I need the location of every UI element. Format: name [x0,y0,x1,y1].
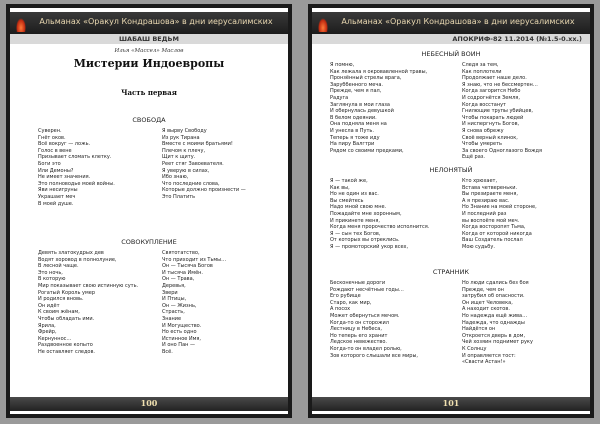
poem-line: Заглянула в мои глаза [330,101,390,108]
poem-line: Звери [162,289,178,296]
poem-line: Когда загорится Небо [462,88,521,95]
flame-emblem-icon [16,18,26,32]
poem-line: Страсть, [162,309,185,316]
poem-line: Пожадайте мне хоронным, [330,210,402,217]
poem-line: Своё верный клинок, [462,134,518,141]
poem-line: Фрейр, [38,329,57,336]
poem-line: А посох [330,306,351,313]
footer-band [312,397,590,411]
poem-line: В которую [38,276,66,283]
poem-line: Ещё раз. [462,154,486,161]
part-title: Часть первая [121,88,177,97]
page-number: 100 [140,398,158,408]
poem-line: Найдётся он [462,326,496,333]
poem-line: Всё вокруг — ложь. [38,141,91,148]
poem-line: Но люди сдались без боя [462,280,529,286]
poem-line: Рядом со своими предками, [330,147,404,154]
poem-line: Но Знание на моей стороне, [462,204,537,211]
poem-line: Истинное Имя, [162,335,202,342]
poem-line: И ниспергнуть Богов, [462,121,520,128]
poem-line: Чей хозяин поднимет руку [462,339,533,346]
poem-line: Откроется дверь в дом, [462,332,526,339]
poem-line: Чтобы обладать ими. [38,315,95,322]
stanza-left [330,62,427,154]
footer-band [10,397,288,411]
poem-line: И оно Пан — [162,342,195,349]
poem-line: И Могущество. [162,322,202,329]
poem-line: Он — Жизнь, [162,302,197,309]
poem-line: Когда-то он владел ролью, [330,345,402,352]
poem-line: Заруббенного меча. [330,81,383,88]
poem-line: Теперь я тоже иду [330,134,380,141]
poem-line: И содрогнётся Земля, [462,94,520,101]
author: Илья «Массел» Маслов [114,48,184,54]
poem-line: Бесконечные дороги [330,280,386,286]
poem-line: Украшает меч [38,193,76,200]
poem-line: И унесла в Путь. [330,127,374,134]
poem-line: Я — сын тех Богов, [330,230,381,237]
poem-line: Я помню, [330,62,355,68]
poem-line: Следя за тем, [462,62,499,68]
right-page [308,4,594,418]
stanza-right [162,250,226,356]
poem-line: Я знаю, что не бессмертен… [462,81,538,88]
poem-line: Мир показывает свою истинную суть. [38,282,139,289]
poem-line: Гнилющие трупы убийцев, [462,108,534,115]
poem-line: Деревья, [162,282,186,289]
stanza-left [38,128,115,207]
poem-line: В белом одеянии. [330,114,377,121]
poem-line: В моей душе. [38,200,74,207]
poem-line: Не оставляет следов. [38,348,96,355]
poem-line: Когда от которой никогда [462,230,532,237]
poem-line: Вместе с моими братьями! [162,141,233,148]
issue-line: АПОКРИФ-82 11.2014 (№1.5-0.xx.) [312,34,590,44]
poem-line: Это ночь, [38,269,63,276]
poem-line: Надо мной свою мне. [330,204,387,211]
poem-line: Как лежала я окровавленной травы, [330,68,428,75]
poem-line: Из рук Тирана [162,134,200,141]
poem-line: Прежде, чем он [462,286,504,293]
section-heading: НЕБЕСНЫЙ ВОИН [421,50,481,58]
poem-line: Щит к щиту. [162,154,196,161]
poem-line: Он — Тысяча Богов [162,263,213,270]
poem-line: Ледское невежество. [330,339,387,346]
stanza-left [38,250,138,356]
poem-line: Знание [162,315,182,322]
section-heading: СОВОКУПЛЕНИЕ [121,238,177,246]
poem-line: Лестницу в Небеса, [330,326,382,333]
poem-line: И последний раз [462,210,507,217]
poem-line: И прикинете меня, [330,217,380,224]
poem-line: Яви несигруны [38,187,78,194]
poem-line: Старо, как мир, [330,299,372,306]
poem-line: Голос в вене [38,147,72,154]
poem-line: Она подняла меня на [330,121,387,128]
running-head: ШАБАШ ВЕДЬМ [10,34,288,44]
poem-line: Но теперь его хранит [330,332,388,339]
poem-line: Девять златокудрых дев [38,250,104,256]
poem-line: Продолжает наше дело. [462,75,527,82]
poem-line: Может обернуться мечом. [330,312,400,319]
poem-line: Когда меня пророчество исполнится. [330,224,430,231]
poem-line: Святотатство, [162,250,200,256]
stanza-left [330,178,429,251]
poem-line: Мою судьбу. [462,243,495,250]
poem-line: Что последние слова, [162,180,220,187]
poem-line: К Солнцу [462,345,487,352]
poem-line: А находит скотов. [462,306,510,313]
page-number: 101 [442,398,460,408]
poem-line: Плечом к плечу, [162,147,206,154]
poem-line: Пронзённый стрелы врага, [330,75,402,82]
header-band [312,12,590,34]
poem-line: Боги это [38,160,61,167]
poem-line: Когда восторопят Тьма, [462,224,526,231]
poem-line: Когда-то он сторожил [330,319,389,326]
poem-line: Он идёт [38,302,60,309]
poem-line: Рогатый Король умер [38,289,96,296]
poem-line: К своим жёнам, [38,309,80,316]
poem-line: Суверен. [38,128,62,134]
poem-line: Радуга [330,94,349,101]
poem-line: Чтобы покарать людей [462,114,524,121]
poem-line: Ярила, [38,322,56,329]
poem-line: вы воспоёте мой меч. [462,217,520,224]
poem-line: Но есть одно [162,329,197,336]
poem-line: Чтобы умереть [462,141,502,148]
poem-line: «Свасти Астан!» [462,359,506,366]
poem-line: И родился вновь. [38,296,84,303]
poem-line: Всё. [162,348,173,355]
left-page [6,4,292,418]
header-band [10,12,288,34]
poem-line: Водят хоровод в полнолуние, [38,256,117,263]
poem-line: За своего Одноглазого Вождя [462,147,543,154]
poem-line: Но надежда ещё жива… [462,312,528,319]
poem-line: И тысяча Имён. [162,269,204,276]
poem-line: Не имеет значения. [38,174,91,181]
poem-line: Что приходит из Тьмы… [162,256,227,263]
poem-line: Как вы, [330,184,350,191]
page-header: Альманах «Оракул Кондрашова» в дни иерусалимских [39,17,273,26]
poem-line: Я — такой же, [330,178,368,184]
poem-line: Зов которого слышали все миры, [330,352,419,359]
stanza-right [462,62,542,161]
poem-line: Я вырву Свободу [162,128,207,134]
poem-line: Его рубище [330,293,361,300]
stanza-right [462,280,533,366]
poem-title: Мистерии Индоевропы [73,57,225,70]
poem-line: Кернуннос… [38,335,72,342]
page-header: Альманах «Оракул Кондрашова» в дни иерусалимских [341,17,575,26]
poem-line: Раздвоенное копыто [38,342,93,349]
poem-line: Призывает сломать клетку. [38,154,112,161]
poem-line: Он — Трава, [162,276,195,283]
stanza-right [462,178,537,251]
poem-line: Прежде, чем я пал, [330,88,382,95]
poem-line: Ваш Создатель послал [462,237,523,244]
poem-line: Ибо знаю, [162,174,189,181]
poem-line: Но не один из вас. [330,191,379,198]
poem-line: В лесной чаще. [38,263,79,270]
poem-line: Реет стяг Завоевателя. [162,160,224,167]
poem-line: Надежда, что однажды [462,319,525,326]
poem-line: Я уверую в силах, [162,167,210,174]
poem-line: Встава четвереньки. [462,184,518,191]
section-heading: НЕЛОНЯТЫЙ [429,166,473,174]
poem-line: И Птицы, [162,296,187,303]
poem-line: А я презираю вас. [462,197,510,204]
poem-line: Я снова обрежу [462,127,504,134]
poem-line: Это полноводье моей войны. [38,180,115,187]
poem-line: Как поплотели [462,68,502,75]
section-heading: СТРАННИК [432,268,470,276]
poem-line: Это Платить [162,193,196,200]
poem-line: От которых вы отреклись. [330,237,400,244]
poem-line: Рождают несчётные годы… [330,286,404,293]
poem-line: Кто хрюхает, [462,178,498,184]
poem-line: Гнёт оков. [38,134,66,141]
poem-line: И обернулась девушкой [330,108,394,115]
poem-line: Вы презираете меня, [462,191,519,198]
poem-line: Которые должно произнести — [162,187,246,194]
poem-line: Вы смейтесь [330,197,364,204]
poem-line: Я — промоторский укор всех, [330,243,409,250]
stanza-right [162,128,246,201]
poem-line: И оправляется тост: [462,352,516,359]
poem-line: затрубил об опасности. [462,293,525,300]
poem-line: Он ищет Человека, [462,299,513,306]
flame-emblem-icon [318,18,328,32]
stanza-left [330,280,418,359]
poem-line: Или Демоны? [38,167,74,174]
section-heading: СВОБОДА [132,116,166,124]
poem-line: Когда восстанут [462,101,506,108]
poem-line: На пиру Валгтри [330,141,375,148]
